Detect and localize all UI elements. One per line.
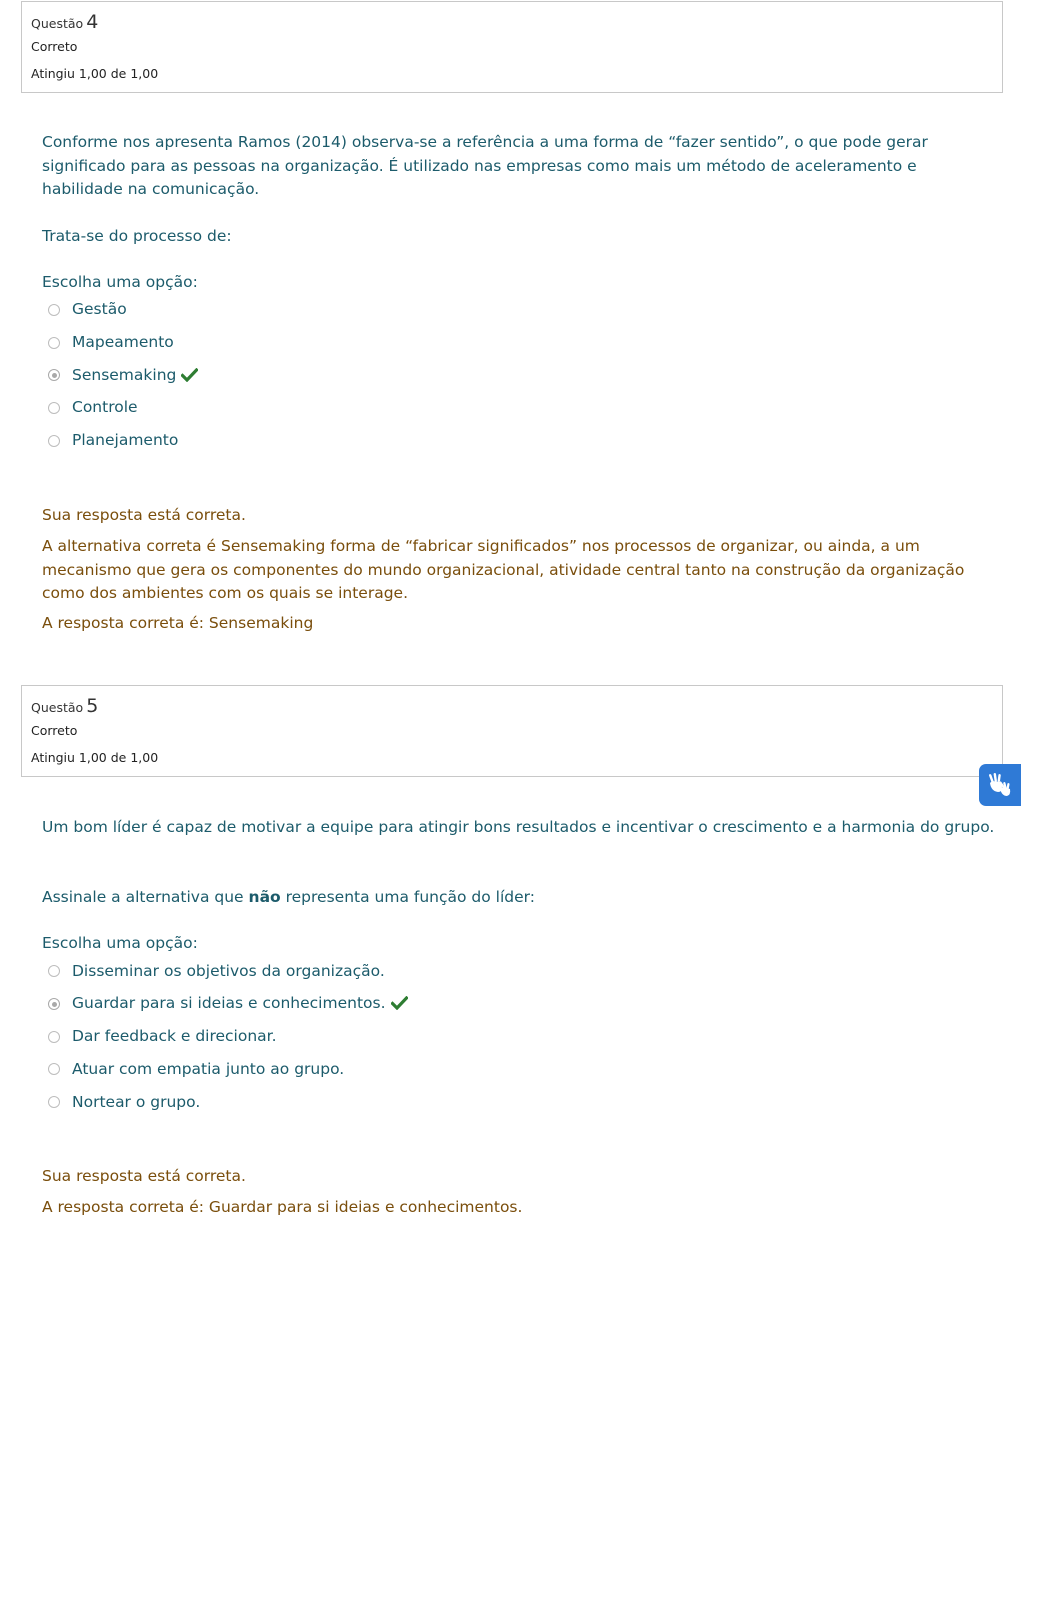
question-4-right-answer: A resposta correta é: Sensemaking <box>42 614 314 632</box>
question-5-feedback-status: Sua resposta está correta. <box>42 1167 246 1185</box>
question-4-info <box>21 1 1003 93</box>
question-5-prompt: Assinale a alternativa que não representa uma função do líder: <box>42 888 535 906</box>
option-radio[interactable] <box>48 965 60 977</box>
question-grade: Atingiu 1,00 de 1,00 <box>31 66 159 81</box>
question-4-general-feedback: A alternativa correta é Sensemaking forma de “fabricar significados” nos processos de organizar, ou ainda, a um mecanismo que gera os componentes do mundo organizacional, atividade central tanto na construção da organização como dos ambientes com os quais se interage. <box>42 537 965 602</box>
question-5-text: Um bom líder é capaz de motivar a equipe para atingir bons resultados e incentivar o crescimento e a harmonia do grupo. <box>42 818 995 836</box>
option-radio[interactable] <box>48 1031 60 1043</box>
option-label[interactable]: Disseminar os objetivos da organização. <box>72 962 385 980</box>
question-4-prompt: Trata-se do processo de: <box>42 227 232 245</box>
check-icon <box>391 996 408 1010</box>
option-label[interactable]: Atuar com empatia junto ao grupo. <box>72 1060 345 1078</box>
option-radio-selected[interactable] <box>48 998 60 1010</box>
question-4-feedback-status: Sua resposta está correta. <box>42 506 246 524</box>
question-4-text: Conforme nos apresenta Ramos (2014) observa-se a referência a uma forma de “fazer sentido”, o que pode gerar significado para as pessoas na organização. É utilizado nas empresas como mais um método de aceleramento e habilidade na comunicação. <box>42 133 928 198</box>
option-radio[interactable] <box>48 1063 60 1075</box>
sign-language-hands-icon <box>987 772 1013 798</box>
option-label-selected[interactable]: Guardar para si ideias e conhecimentos. <box>72 992 408 1016</box>
option-label[interactable]: Controle <box>72 398 138 416</box>
question-grade: Atingiu 1,00 de 1,00 <box>31 750 159 765</box>
question-5-right-answer: A resposta correta é: Guardar para si ideias e conhecimentos. <box>42 1198 523 1216</box>
question-5-answer-label: Escolha uma opção: <box>42 934 198 952</box>
option-radio-selected[interactable] <box>48 369 60 381</box>
question-4-answer-label: Escolha uma opção: <box>42 273 198 291</box>
question-state: Correto <box>31 723 78 738</box>
option-label[interactable]: Dar feedback e direcionar. <box>72 1027 277 1045</box>
accessibility-button[interactable] <box>979 764 1021 806</box>
option-radio[interactable] <box>48 337 60 349</box>
check-icon <box>181 368 198 382</box>
option-radio[interactable] <box>48 1096 60 1108</box>
option-radio[interactable] <box>48 304 60 316</box>
option-radio[interactable] <box>48 402 60 414</box>
option-radio[interactable] <box>48 435 60 447</box>
option-label[interactable]: Nortear o grupo. <box>72 1093 201 1111</box>
option-label-selected[interactable]: Sensemaking <box>72 364 198 388</box>
option-label[interactable]: Planejamento <box>72 431 179 449</box>
question-number: Questão 5 <box>31 695 99 717</box>
option-label[interactable]: Mapeamento <box>72 333 174 351</box>
question-5-info <box>21 685 1003 777</box>
question-state: Correto <box>31 39 78 54</box>
question-number: Questão 4 <box>31 11 99 33</box>
option-label[interactable]: Gestão <box>72 300 127 318</box>
